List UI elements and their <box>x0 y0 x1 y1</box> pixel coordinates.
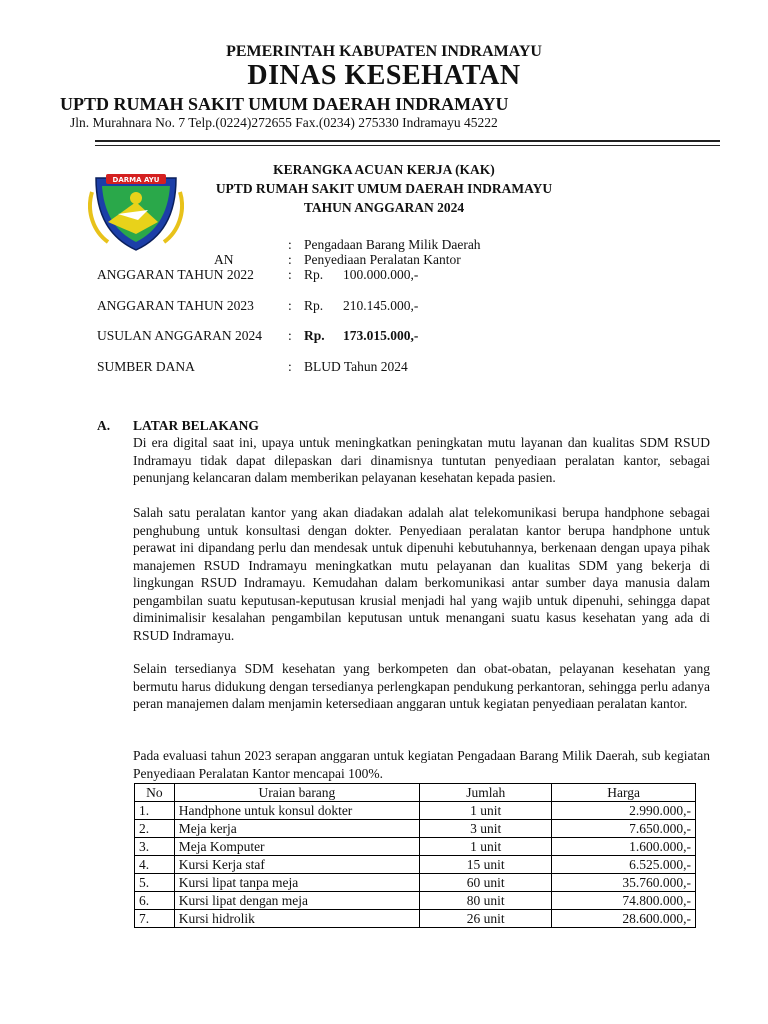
header-government: PEMERINTAH KABUPATEN INDRAMAYU <box>226 43 542 60</box>
cell-harga: 74.800.000,- <box>552 892 696 910</box>
sumber-dana-label: SUMBER DANA <box>97 359 195 374</box>
cell-jumlah: 80 unit <box>420 892 552 910</box>
anggaran-2022-currency: Rp. <box>304 267 324 282</box>
colon: : <box>288 237 292 252</box>
kegiatan-value: Penyediaan Peralatan Kantor <box>304 252 461 267</box>
cell-jumlah: 26 unit <box>420 910 552 928</box>
table-row <box>135 856 696 874</box>
cell-no: 7. <box>135 910 175 928</box>
section-a-title: LATAR BELAKANG <box>133 418 259 433</box>
title-line-2: UPTD RUMAH SAKIT UMUM DAERAH INDRAMAYU <box>215 181 553 196</box>
header-agency: DINAS KESEHATAN <box>247 60 521 91</box>
anggaran-2022-label: ANGGARAN TAHUN 2022 <box>97 267 254 282</box>
logo-banner-text: DARMA AYU <box>112 176 160 184</box>
title-line-1: KERANGKA ACUAN KERJA (KAK) <box>273 162 495 177</box>
cell-uraian: Meja Komputer <box>174 838 419 856</box>
items-table <box>134 783 696 928</box>
header-jumlah: Jumlah <box>420 784 552 802</box>
cell-harga: 35.760.000,- <box>552 874 696 892</box>
header-divider-thin <box>95 145 720 146</box>
colon: : <box>288 359 292 374</box>
cell-uraian: Kursi lipat dengan meja <box>174 892 419 910</box>
cell-no: 1. <box>135 802 175 820</box>
colon: : <box>288 298 292 313</box>
table-row <box>135 838 696 856</box>
title-line-3: TAHUN ANGGARAN 2024 <box>303 200 465 215</box>
usulan-2024-amount: 173.015.000,- <box>343 328 419 343</box>
header-unit: UPTD RUMAH SAKIT UMUM DAERAH INDRAMAYU <box>60 94 509 114</box>
cell-harga: 6.525.000,- <box>552 856 696 874</box>
cell-uraian: Kursi hidrolik <box>174 910 419 928</box>
colon: : <box>288 328 292 343</box>
kegiatan-label: AN <box>214 252 234 267</box>
section-a-number: A. <box>97 418 111 433</box>
colon: : <box>288 252 292 267</box>
cell-no: 2. <box>135 820 175 838</box>
header-divider-thick <box>95 140 720 142</box>
anggaran-2022-amount: 100.000.000,- <box>343 267 419 282</box>
table-row <box>135 892 696 910</box>
cell-uraian: Kursi Kerja staf <box>174 856 419 874</box>
header-address: Jln. Murahnara No. 7 Telp.(0224)272655 Fax.(0234) 275330 Indramayu 45222 <box>70 115 498 130</box>
cell-uraian: Handphone untuk konsul dokter <box>174 802 419 820</box>
anggaran-2023-currency: Rp. <box>304 298 324 313</box>
paragraph-2: Salah satu peralatan kantor yang akan diadakan adalah alat telekomunikasi berupa handphone sebagai penghubung untuk konsultasi dengan dokter. Penyediaan peralatan kantor berupa handphone untuk perawat ini dipandang perlu dan mendesak untuk dipenuhi kebutuhannya, berkenaan dengan upaya pihak manajemen RSUD Indramayu meningkatkan mutu pelayanan dan kualitas SDM yang bekerja di lingkungan RSUD Indramayu. Kemudahan dalam berkomunikasi antar sumber daya manusia dalam pengambilan suatu keputusan-keputusan krusial menjadi hal yang wajib untuk dipenuhi, sehingga dapat diminimalisir kesalahan pengambilan keputusan untuk menangani suatu kasus kesehatan yang ada di RSUD Indramayu. <box>133 505 710 643</box>
header-no: No <box>135 784 175 802</box>
section-a-heading <box>97 418 259 434</box>
table-row <box>135 820 696 838</box>
anggaran-2023-amount: 210.145.000,- <box>343 298 419 313</box>
table-row <box>135 802 696 820</box>
cell-no: 5. <box>135 874 175 892</box>
table-header-row <box>135 784 696 802</box>
cell-uraian: Meja kerja <box>174 820 419 838</box>
paragraph-1: Di era digital saat ini, upaya untuk meningkatkan peningkatan mutu layanan dan kualitas SDM RSUD Indramayu tidak dapat dilepaskan dari dinamisnya tuntutan penyediaan peralatan kantor, sebagai penunjang kelancaran dalam memberikan pelayanan kesehatan kepada pasien. <box>133 435 710 485</box>
cell-no: 6. <box>135 892 175 910</box>
cell-harga: 28.600.000,- <box>552 910 696 928</box>
program-value: Pengadaan Barang Milik Daerah <box>304 237 481 252</box>
cell-jumlah: 15 unit <box>420 856 552 874</box>
document-title <box>0 160 768 217</box>
sumber-dana-value: BLUD Tahun 2024 <box>304 359 408 374</box>
cell-uraian: Kursi lipat tanpa meja <box>174 874 419 892</box>
header-uraian: Uraian barang <box>174 784 419 802</box>
paragraph-3: Selain tersedianya SDM kesehatan yang berkompeten dan obat-obatan, pelayanan kesehatan yang bermutu harus didukung dengan tersedianya perlengkapan pendukung perkantoran, sehingga perlu adanya peran manajemen dalam menjamin ketersediaan anggaran untuk kegiatan penyediaan peralatan kantor. <box>133 661 710 711</box>
cell-jumlah: 3 unit <box>420 820 552 838</box>
cell-harga: 2.990.000,- <box>552 802 696 820</box>
cell-no: 4. <box>135 856 175 874</box>
cell-harga: 1.600.000,- <box>552 838 696 856</box>
cell-jumlah: 1 unit <box>420 802 552 820</box>
anggaran-2023-label: ANGGARAN TAHUN 2023 <box>97 298 254 313</box>
cell-harga: 7.650.000,- <box>552 820 696 838</box>
usulan-2024-currency: Rp. <box>304 328 325 343</box>
table-row <box>135 874 696 892</box>
colon: : <box>288 267 292 282</box>
paragraph-4: Pada evaluasi tahun 2023 serapan anggaran untuk kegiatan Pengadaan Barang Milik Daerah, sub kegiatan Penyediaan Peralatan Kantor mencapai 100%. <box>133 748 710 781</box>
header-harga: Harga <box>552 784 696 802</box>
cell-no: 3. <box>135 838 175 856</box>
cell-jumlah: 60 unit <box>420 874 552 892</box>
table-row <box>135 910 696 928</box>
cell-jumlah: 1 unit <box>420 838 552 856</box>
usulan-2024-label: USULAN ANGGARAN 2024 <box>97 328 263 343</box>
